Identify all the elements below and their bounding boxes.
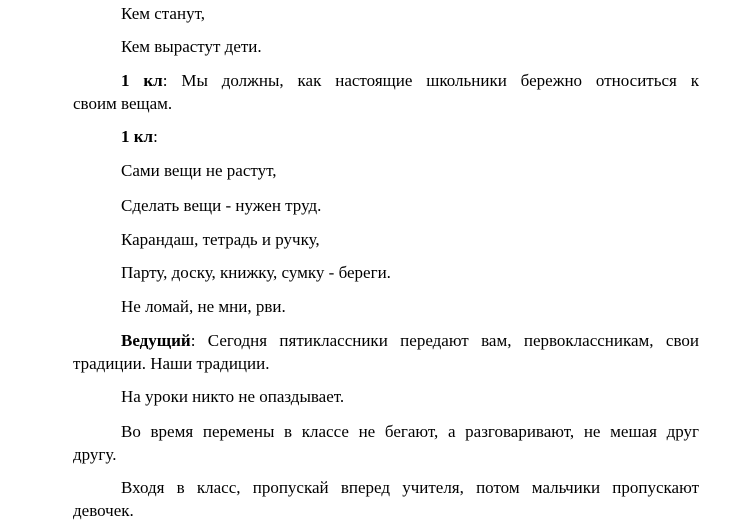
paragraph-line: Кем вырастут дети.	[121, 37, 262, 56]
paragraph-13	[73, 476, 699, 522]
paragraph-line: Не ломай, не мни, рви.	[121, 297, 286, 316]
paragraph-line: Сами вещи не растут,	[121, 161, 277, 180]
paragraph-text: :	[153, 127, 158, 146]
paragraph-5	[73, 159, 699, 182]
paragraph-line-2: традиции. Наши традиции.	[73, 354, 270, 373]
paragraph-line-1	[73, 125, 699, 148]
paragraph-12	[73, 420, 699, 466]
paragraph-line-1: Во время перемены в классе не бегают, а разговаривают, не мешая друг	[121, 422, 699, 441]
paragraph-line: Парту, доску, книжку, сумку - береги.	[121, 263, 391, 282]
paragraph-11	[73, 385, 699, 408]
paragraph-text: : Мы должны, как настоящие школьники бережно относиться к	[162, 71, 699, 90]
paragraph-line: Кем станут,	[121, 4, 205, 23]
paragraph-text: : Сегодня пятиклассники передают вам, первоклассникам, свои	[190, 331, 699, 350]
paragraph-3	[73, 69, 699, 115]
paragraph-line-1: Входя в класс, пропускай вперед учителя, потом мальчики пропускают	[121, 478, 699, 497]
paragraph-line-2: другу.	[73, 445, 117, 464]
paragraph-7	[73, 228, 699, 251]
paragraph-line: Карандаш, тетрадь и ручку,	[121, 230, 320, 249]
paragraph-1	[73, 2, 699, 25]
paragraph-2	[73, 35, 699, 58]
speaker-label: Ведущий	[121, 331, 191, 350]
paragraph-line: На уроки никто не опаздывает.	[121, 387, 345, 406]
paragraph-line-2: девочек.	[73, 501, 134, 520]
paragraph-line-1	[73, 69, 699, 92]
paragraph-6	[73, 194, 699, 217]
paragraph-9	[73, 295, 699, 318]
paragraph-8	[73, 261, 699, 284]
paragraph-4	[73, 125, 699, 148]
paragraph-10	[73, 329, 699, 375]
paragraph-line: Сделать вещи - нужен труд.	[121, 196, 322, 215]
paragraph-line-2: своим вещам.	[73, 94, 173, 113]
speaker-label: 1 кл	[121, 71, 163, 90]
speaker-label: 1 кл	[121, 127, 154, 146]
paragraph-line-1	[73, 329, 699, 352]
